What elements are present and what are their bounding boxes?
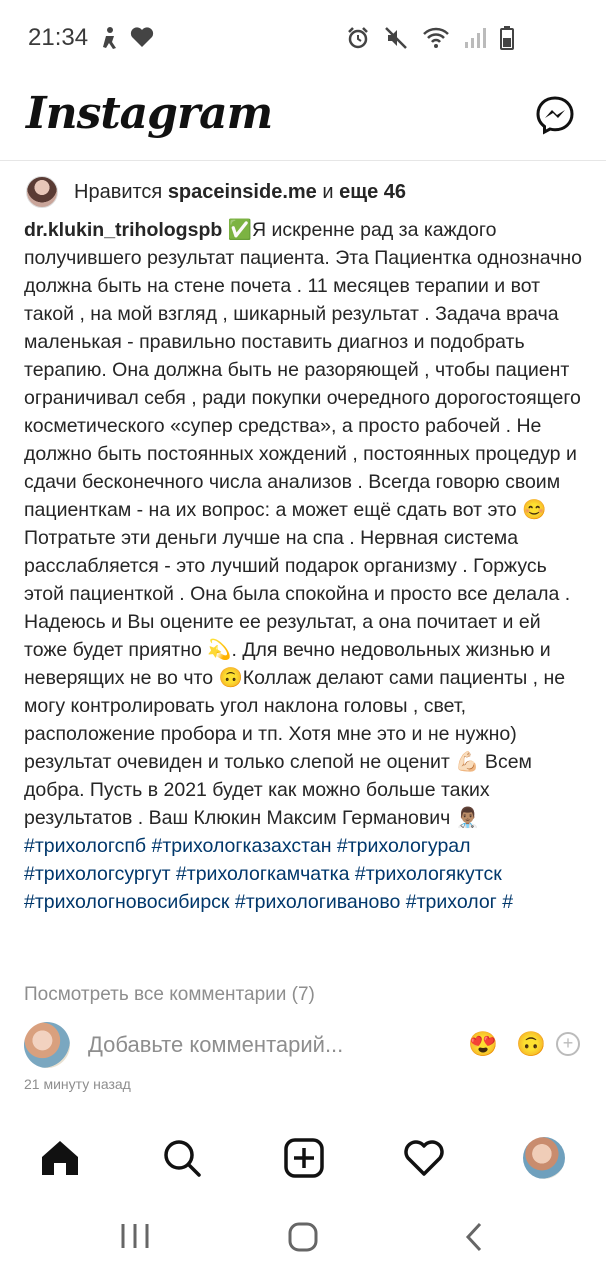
home-circle-icon[interactable] [288, 1222, 318, 1257]
person-fall-icon [100, 26, 120, 55]
activity-icon[interactable] [402, 1136, 446, 1180]
recent-apps-icon[interactable] [120, 1222, 150, 1255]
likes-count[interactable]: еще 46 [339, 180, 407, 203]
likes-text[interactable]: Нравится spaceinside.me и еще 46 [74, 180, 407, 203]
liker-avatar[interactable] [26, 176, 58, 208]
status-time: 21:34 [28, 24, 89, 51]
profile-avatar[interactable] [522, 1136, 566, 1180]
back-icon[interactable] [464, 1222, 484, 1257]
post-timestamp: 21 минуту назад [24, 1076, 131, 1092]
home-icon[interactable] [38, 1136, 82, 1180]
view-all-comments-link[interactable]: Посмотреть все комментарии (7) [24, 984, 315, 1005]
post-caption [24, 216, 584, 916]
bottom-tab-bar [0, 1120, 606, 1200]
status-bar [0, 0, 606, 80]
my-avatar [24, 1022, 70, 1068]
likes-row[interactable] [26, 172, 586, 212]
search-icon[interactable] [160, 1136, 204, 1180]
wifi-icon [422, 27, 450, 54]
caption-hashtags[interactable]: #трихологспб #трихологказахстан #трихологурал #трихологсургут #трихологкамчатка #трихологякутск #трихологновосибирск #трихологиваново #трихолог # [24, 835, 514, 913]
caption-username[interactable]: dr.klukin_trihologspb [24, 219, 223, 241]
app-header [0, 80, 606, 161]
caption-text: ✅Я искренне рад за каждого получившего результат пациента. Эта Пациентка однозначно должна быть на стене почета . 11 месяцев терапии и вот такой , на мой взгляд , шикарный результат . Задача врача маленькая - правильно поставить диагноз и подобрать терапию. Она должна быть не разоряющей , чтобы пациент ограничивал себя , ради покупки очередного дорогостоящего косметического «супер средства», а просто рабочей . Не должно быть постоянных хождений , постоянных процедур и сдачи бесконечного числа анализов . Всегда говорю своим пациенткам - на их вопрос: а может ещё сдать вот это 😊 Потратьте эти деньги лучше на спа . Нервная система расслабляется - это лучший подарок организму . Горжусь этой пациенткой . Она была спокойна и просто все делала . Надеюсь и Вы оцените ее результат, а она почитает и ей тоже будет приятно 💫. Для вечно недовольных жизнью и неверящих не во что 🙃Коллаж делают сами пациенты , не могу контролировать угол наклона головы , свет, расположение пробора и тп. Хотя мне это и не нужно) результат очевиден и только слепой не оценит 💪🏻 Всем добра. Пусть в 2021 будет как можно больше таких результатов . Ваш Клюкин Максим Германович 👨🏽‍⚕️ [24, 219, 582, 829]
upside-down-emoji-button[interactable]: 🙃 [516, 1031, 546, 1058]
comment-input-row [24, 1020, 584, 1072]
system-nav-bar [0, 1200, 606, 1280]
alarm-icon [346, 26, 370, 55]
liker-username[interactable]: spaceinside.me [167, 180, 317, 203]
instagram-logo[interactable]: Instagram [26, 88, 273, 139]
heart-eyes-emoji-button[interactable]: 😍 [468, 1031, 498, 1058]
heart-icon [130, 26, 154, 55]
new-post-icon[interactable] [282, 1136, 326, 1180]
add-emoji-icon[interactable]: + [556, 1032, 580, 1056]
signal-icon [464, 27, 486, 54]
battery-icon [500, 26, 514, 55]
mute-icon [384, 26, 408, 55]
comment-input[interactable]: Добавьте комментарий... [88, 1032, 344, 1057]
messenger-icon[interactable] [534, 94, 576, 141]
